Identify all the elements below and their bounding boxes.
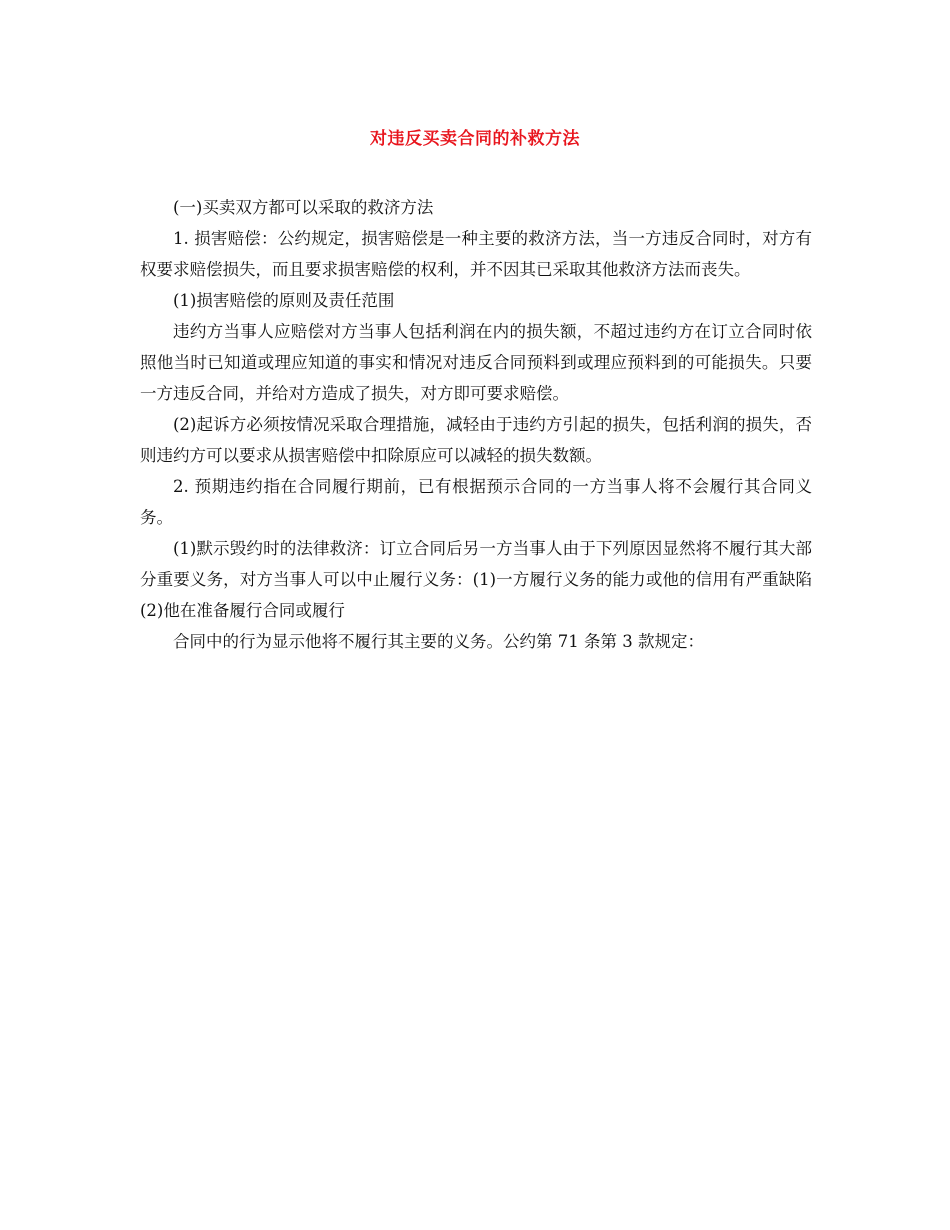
- paragraph-mitigation: (2)起诉方必须按情况采取合理措施，减轻由于违约方引起的损失，包括利润的损失，否则违约方可以要求从损害赔偿中扣除原应可以减轻的损失数额。: [140, 415, 812, 465]
- paragraph-damages: 1. 损害赔偿：公约规定，损害赔偿是一种主要的救济方法，当一方违反合同时，对方有权要求赔偿损失，而且要求损害赔偿的权利，并不因其已采取其他救济方法而丧失。: [140, 229, 812, 279]
- paragraph-implied-repudiation: (1)默示毁约时的法律救济：订立合同后另一方当事人由于下列原因显然将不履行其大部分重要义务，对方当事人可以中止履行义务：(1)一方履行义务的能力或他的信用有严重缺陷(2)他在准备履行合同或履行: [140, 539, 812, 620]
- document-body: [140, 192, 812, 657]
- document-title: 对违反买卖合同的补救方法: [370, 129, 580, 149]
- paragraph-anticipatory-breach: 2. 预期违约指在合同履行期前，已有根据预示合同的一方当事人将不会履行其合同义务。: [140, 477, 812, 527]
- paragraph-article-71: 合同中的行为显示他将不履行其主要的义务。公约第 71 条第 3 款规定：: [173, 632, 704, 651]
- paragraph-section-heading: (一)买卖双方都可以采取的救济方法: [173, 198, 434, 217]
- paragraph-damages-principle: (1)损害赔偿的原则及责任范围: [173, 291, 395, 310]
- paragraph-liability-scope: 违约方当事人应赔偿对方当事人包括利润在内的损失额，不超过违约方在订立合同时依照他当时已知道或理应知道的事实和情况对违反合同预料到或理应预料到的可能损失。只要一方违反合同，并给对方造成了损失，对方即可要求赔偿。: [140, 322, 812, 403]
